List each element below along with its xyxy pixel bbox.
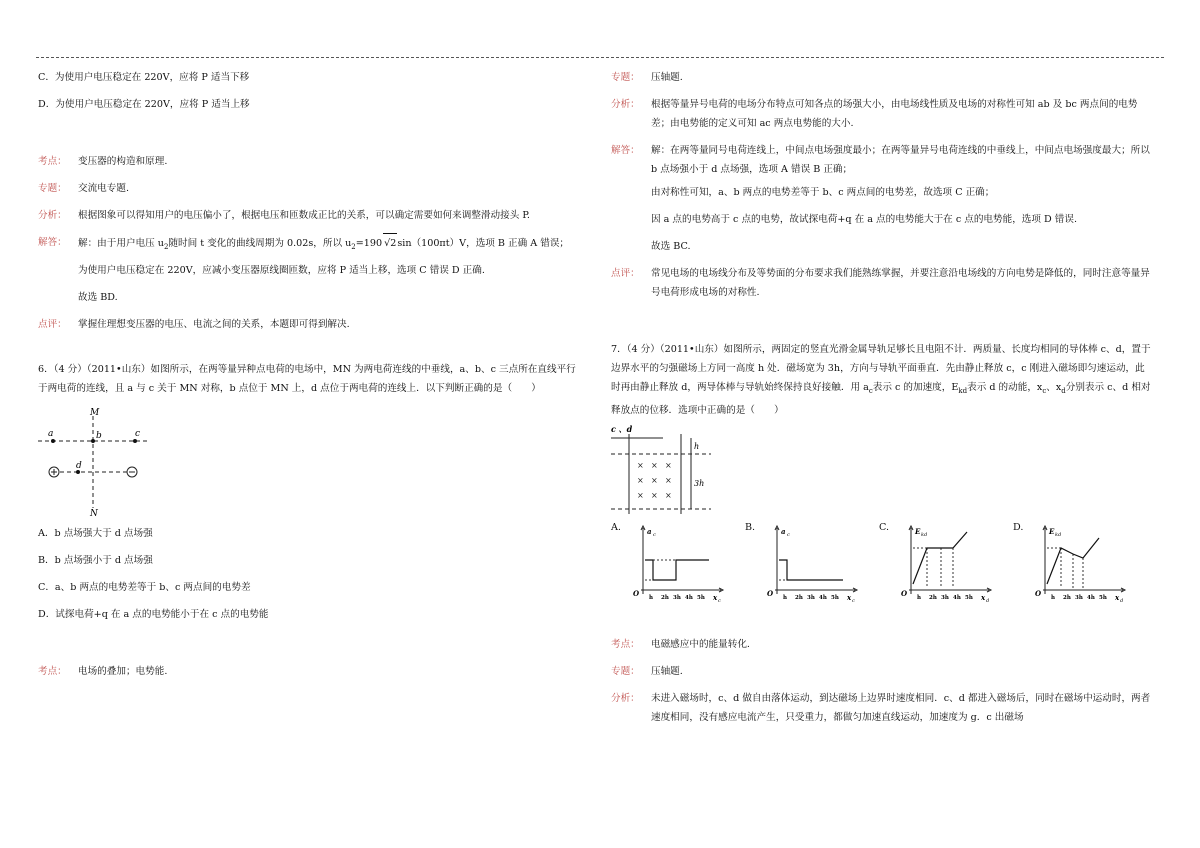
x-axis-label: x <box>981 592 986 602</box>
label-3h: 3h <box>694 478 705 488</box>
fenxi-label: 分析： <box>611 99 640 110</box>
sqrt-icon: √2 <box>383 233 397 253</box>
fenxi-text: 根据等量异号电荷的电场分布特点可知各点的场强大小，由电场线性质及电场的对称性可知 ab 及 bc 两点间的电势差；由电势能的定义可知 ac 两点电势能的大小. <box>651 99 1138 129</box>
kaodian-text: 电场的叠加；电势能. <box>78 665 168 677</box>
dianping-text: 常见电场的电场线分布及等势面的分布要求我们能熟练掌握，并要注意沿电场线的方向电势是降低的，同时注意等量异号电荷形成电场的对称性. <box>651 268 1150 298</box>
choice-label: A. <box>611 521 621 533</box>
tick-label: 5h <box>697 594 705 601</box>
zhuanti-label: 专题： <box>38 183 67 194</box>
svg-text:×: × <box>665 475 672 485</box>
q5-option-c: C．为使用户电压稳定在 220V，应将 P 适当下移 <box>38 72 250 83</box>
x-axis-sub: d <box>1120 597 1124 604</box>
tick-label: 4h <box>1087 594 1095 601</box>
q5-kaodian <box>38 152 578 171</box>
zhuanti-label: 专题： <box>611 665 640 677</box>
origin-label: O <box>1035 588 1042 598</box>
jieda-label: 解答： <box>38 237 67 248</box>
dianping-text: 掌握住理想变压器的电压、电流之间的关系，本题即可得到解决. <box>78 318 350 330</box>
tick-label: h <box>649 594 653 601</box>
tick-label: 5h <box>831 594 839 601</box>
guide-lines <box>645 560 676 580</box>
svg-text:×: × <box>651 475 658 485</box>
x-axis-sub: d <box>986 597 990 604</box>
choice-label: C. <box>879 521 890 533</box>
q6-option-c: C．a、b 两点的电势差等于 b、c 两点间的电势差 <box>38 581 251 593</box>
tick-label: 3h <box>941 594 949 601</box>
tick-label: 4h <box>819 594 827 601</box>
q7-choice-b <box>745 522 879 607</box>
tick-label: 4h <box>685 594 693 601</box>
q7-choice-graph <box>899 524 999 604</box>
q7-zhuanti <box>611 662 1151 681</box>
q7-choice-graph <box>1033 524 1133 604</box>
tick-label: 2h <box>661 594 669 601</box>
label-N: N <box>90 508 98 518</box>
fenxi-text: 根据图象可以得知用户的电压偏小了，根据电压和匝数成正比的关系，可以确定需要如何来调整滑动接头 P. <box>78 210 530 221</box>
q5-option-d: D．为使用户电压稳定在 220V，应将 P 适当上移 <box>38 99 250 110</box>
zhuanti-text: 压轴题. <box>651 665 683 677</box>
fenxi-label: 分析： <box>38 210 67 221</box>
x-axis-label: x <box>847 592 852 602</box>
q5-jieda-2: 为使用户电压稳定在 220V，应减小变压器原线圈匝数，应将 P 适当上移，选项 C 错误 D 正确. <box>78 264 485 276</box>
tick-label: 2h <box>795 594 803 601</box>
answer-curve <box>1047 538 1099 584</box>
svg-text:×: × <box>637 460 644 470</box>
q6-option-a: A．b 点场强大于 d 点场强 <box>38 527 153 539</box>
svg-text:×: × <box>637 490 644 500</box>
q5-jieda <box>38 233 578 257</box>
q6-stem: 6．（4 分）（2011•山东）如图所示，在两等量异种点电荷的电场中，MN 为两电荷连线的中垂线，a、b、c 三点所在直线平行于两电荷的连线，且 a 与 c 关于 MN 对称，b 点位于 MN 上，d 点位于两电荷的连线上．以下判断正确的是（ ） <box>38 363 576 394</box>
label-a: a <box>48 428 54 439</box>
kaodian-text: 电磁感应中的能量转化. <box>651 638 750 650</box>
label-c: c <box>135 428 141 439</box>
tick-label: 2h <box>1063 594 1071 601</box>
tick-label: 3h <box>807 594 815 601</box>
kaodian-label: 考点： <box>38 156 67 167</box>
svg-text:×: × <box>637 475 644 485</box>
x-axis-label: x <box>1115 592 1120 602</box>
tick-label: 5h <box>1099 594 1107 601</box>
q6-kaodian <box>38 662 578 681</box>
svg-text:×: × <box>651 490 658 500</box>
q6-option-b: B．b 点场强小于 d 点场强 <box>38 554 153 566</box>
right-column <box>611 68 1151 735</box>
answer-curve <box>645 560 709 580</box>
origin-label: O <box>901 588 908 598</box>
answer-curve <box>913 532 967 584</box>
q5-zhuanti <box>38 179 578 198</box>
q5-fenxi <box>38 206 578 225</box>
q6-dianping <box>611 264 1151 302</box>
label-d: d <box>76 460 82 471</box>
origin-label: O <box>767 588 774 598</box>
y-axis-label: E <box>915 526 921 536</box>
tick-label: 2h <box>929 594 937 601</box>
svg-text:×: × <box>651 460 658 470</box>
x-axis-label: x <box>713 592 718 602</box>
jieda-text-1: 解：由于用户电压 $u_2$随时间 t 变化的曲线周期为 0.02s，所以 $u_2=190$ √2sin（100πt）V，选项 B 正确 A 错误； <box>78 233 578 257</box>
x-axis-sub: c <box>718 597 721 604</box>
y-axis-sub: c <box>787 531 790 538</box>
q5-dianping <box>38 315 578 334</box>
kaodian-text: 变压器的构造和原理. <box>78 156 168 167</box>
kaodian-label: 考点： <box>38 665 67 677</box>
tick-label: h <box>1051 594 1055 601</box>
tick-label: h <box>783 594 787 601</box>
y-axis-sub: c <box>653 531 656 538</box>
q6-field-figure <box>38 408 168 518</box>
q7-choice-graph <box>765 524 865 604</box>
y-axis-sub: kd <box>921 531 928 538</box>
svg-text:×: × <box>665 490 672 500</box>
y-axis-label: a <box>647 526 652 536</box>
answer-curve <box>779 560 843 580</box>
svg-text:×: × <box>665 460 672 470</box>
y-axis-label: E <box>1049 526 1055 536</box>
q6-jieda-4: 故选 BC. <box>651 241 691 252</box>
label-h: h <box>694 441 700 451</box>
q7-choice-graph <box>631 524 731 604</box>
label-b: b <box>96 430 102 441</box>
tick-label: 4h <box>953 594 961 601</box>
fenxi-label: 分析： <box>611 692 640 704</box>
label-cd: c 、d <box>611 423 633 434</box>
jieda-text-1: 解：在两等量同号电荷连线上，中间点电场强度最小；在两等量异号电荷连线的中垂线上，中间点电场强度最大；所以 b 点场强小于 d 点场强，选项 A 错误 B 正确； <box>651 145 1150 175</box>
fenxi-text: 未进入磁场时，c、d 做自由落体运动，到达磁场上边界时速度相同．c、d 都进入磁场后，同时在磁场中运动时，两者速度相同，没有感应电流产生，只受重力，都做匀加速直线运动，加速度为 g．c 出磁场 <box>651 692 1151 723</box>
tick-label: h <box>917 594 921 601</box>
q7-fenxi <box>611 689 1151 727</box>
q5-jieda-3: 故选 BD. <box>78 291 118 303</box>
q7-choice-a <box>611 522 745 607</box>
choice-label: D. <box>1013 521 1024 533</box>
kaodian-label: 考点： <box>611 638 640 650</box>
zhuanti-text: 压轴题. <box>651 72 683 83</box>
y-axis-sub: kd <box>1055 531 1062 538</box>
zhuanti-text: 交流电专题. <box>78 183 130 194</box>
origin-label: O <box>633 588 640 598</box>
q7-choices <box>611 522 1151 607</box>
q6-fenxi <box>611 95 1151 133</box>
tick-label: 3h <box>673 594 681 601</box>
y-axis-label: a <box>781 526 786 536</box>
left-column <box>38 68 578 689</box>
jieda-label: 解答： <box>611 145 640 156</box>
zhuanti-label: 专题： <box>611 72 640 83</box>
label-M: M <box>90 407 100 418</box>
q6-jieda-2: 由对称性可知，a、b 两点的电势差等于 b、c 两点间的电势差，故选项 C 正确； <box>651 187 995 198</box>
q7-stem: 7．（4 分）（2011•山东）如图所示，两固定的竖直光滑金属导轨足够长且电阻不计．两质量、长度均相同的导体棒 c、d，置于边界水平的匀强磁场上方同一高度 h 处．磁场宽为 3h，方向与导轨平面垂直．先由静止释放 c，c 刚进入磁场即匀速运动，此时再由静止释放 d，两导体棒与导轨始终保持良好接触．用 $a_c$表示 c 的加速度，$E_{kd}$表示 d 的动能，$x_c$、$x_d$分别表示 c、d 相对释放点的位移．选项中正确的是（ ） <box>611 344 1151 416</box>
tick-label: 5h <box>965 594 973 601</box>
header-divider <box>36 57 1164 58</box>
q6-zhuanti <box>611 68 1151 87</box>
guide-lines <box>1047 548 1083 588</box>
x-axis-sub: c <box>852 597 855 604</box>
q7-kaodian <box>611 635 1151 654</box>
choice-label: B. <box>745 521 756 533</box>
q6-jieda-3: 因 a 点的电势高于 c 点的电势，故试探电荷+q 在 a 点的电势能大于在 c 点的电势能，选项 D 错误. <box>651 214 1078 225</box>
q6-jieda <box>611 141 1151 179</box>
q7-choice-c <box>879 522 1013 607</box>
q7-choice-d <box>1013 522 1147 607</box>
q6-option-d: D．试探电荷+q 在 a 点的电势能小于在 c 点的电势能 <box>38 608 269 620</box>
dianping-label: 点评： <box>38 318 67 330</box>
dianping-label: 点评： <box>611 268 640 279</box>
tick-label: 3h <box>1075 594 1083 601</box>
q7-rail-figure <box>611 424 731 516</box>
